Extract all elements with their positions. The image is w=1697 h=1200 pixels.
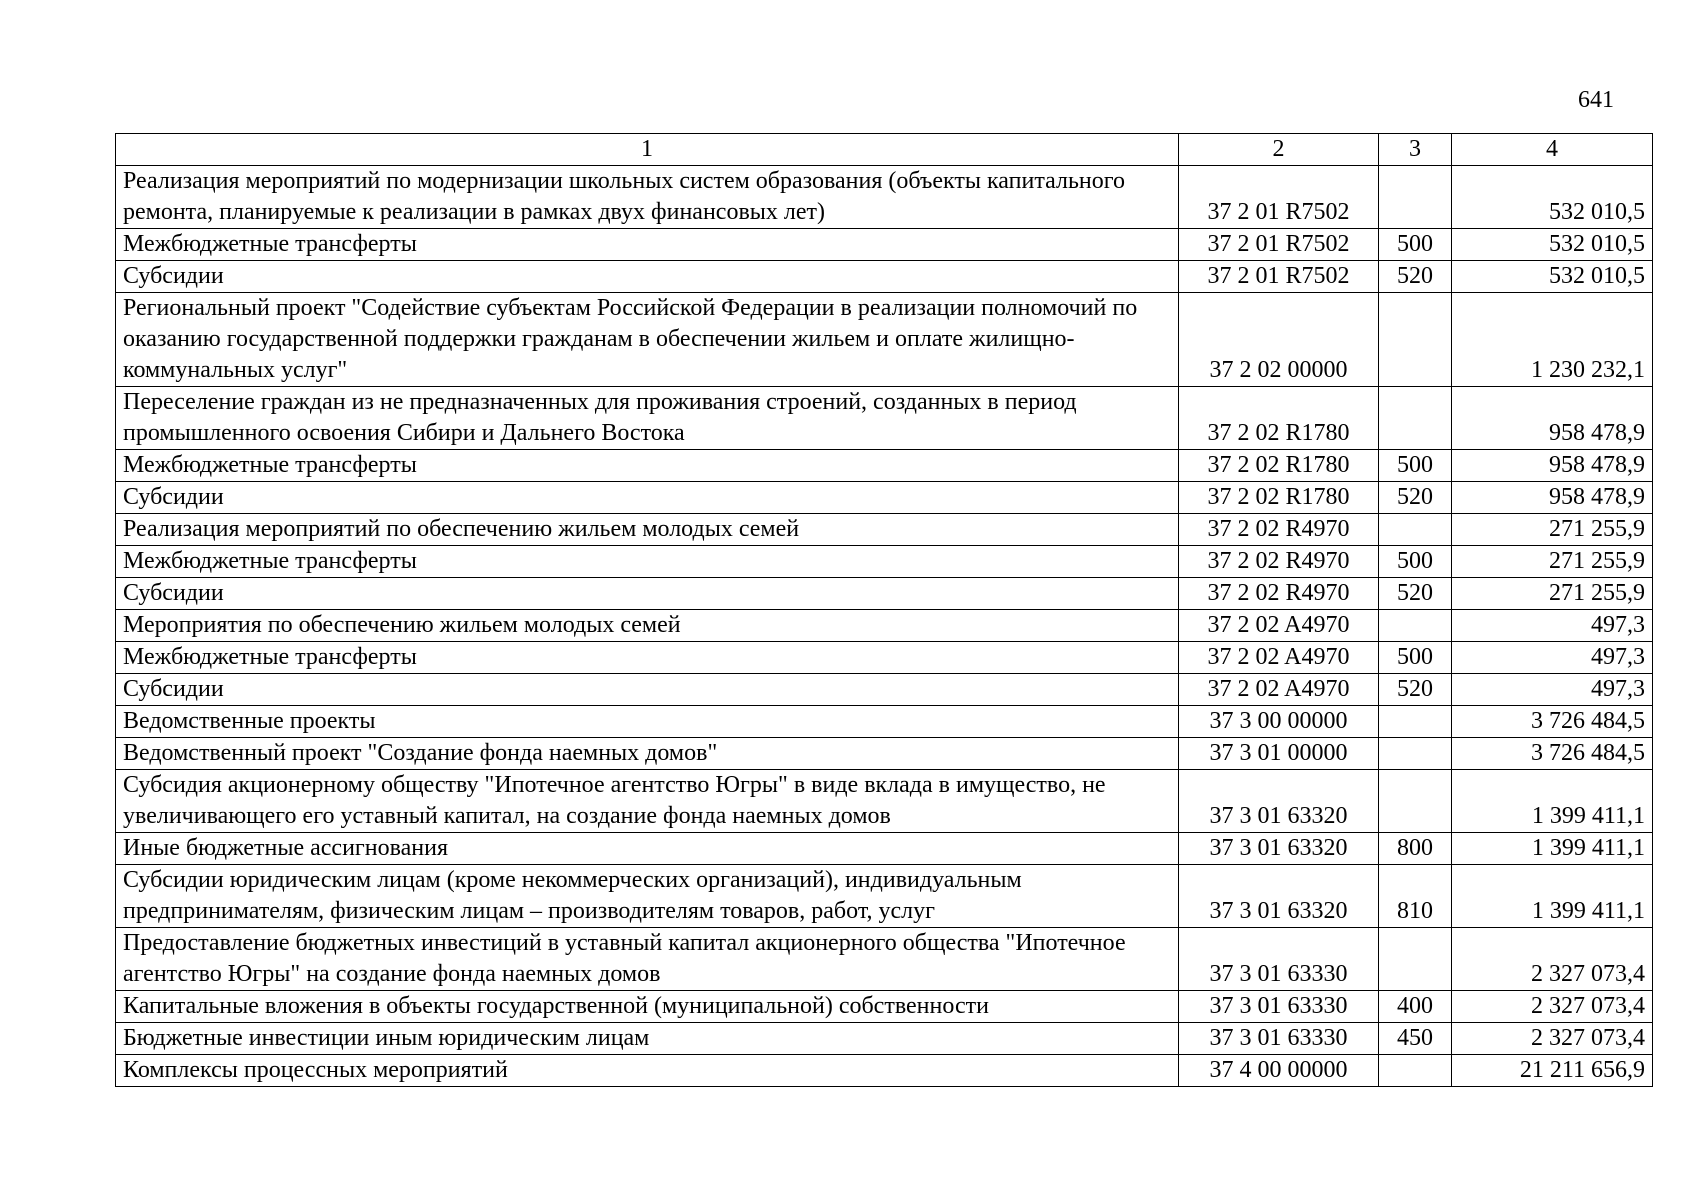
cell-type: 520	[1379, 482, 1452, 514]
cell-type	[1379, 770, 1452, 833]
table-body	[116, 166, 1653, 1087]
header-cell-code: 2	[1179, 134, 1379, 166]
cell-code: 37 3 01 63320	[1179, 770, 1379, 833]
table-row	[116, 770, 1653, 833]
cell-sum: 532 010,5	[1452, 166, 1653, 229]
table-row	[116, 642, 1653, 674]
cell-name: Ведомственные проекты	[116, 706, 1179, 738]
cell-name: Переселение граждан из не предназначенных для проживания строений, созданных в период промышленного освоения Сибири и Дальнего Востока	[116, 387, 1179, 450]
header-cell-type: 3	[1379, 134, 1452, 166]
cell-sum: 3 726 484,5	[1452, 706, 1653, 738]
cell-type: 400	[1379, 991, 1452, 1023]
table-row	[116, 546, 1653, 578]
cell-code: 37 3 00 00000	[1179, 706, 1379, 738]
cell-name: Субсидия акционерному обществу "Ипотечное агентство Югры" в виде вклада в имущество, не увеличивающего его уставный капитал, на создание фонда наемных домов	[116, 770, 1179, 833]
cell-sum: 532 010,5	[1452, 229, 1653, 261]
cell-sum: 958 478,9	[1452, 387, 1653, 450]
cell-name: Региональный проект "Содействие субъектам Российской Федерации в реализации полномочий по оказанию государственной поддержки гражданам в обеспечении жильем и оплате жилищно-коммунальных услуг"	[116, 293, 1179, 387]
cell-sum: 271 255,9	[1452, 578, 1653, 610]
table-row	[116, 928, 1653, 991]
table-row	[116, 610, 1653, 642]
cell-name: Ведомственный проект "Создание фонда наемных домов"	[116, 738, 1179, 770]
cell-code: 37 2 02 R4970	[1179, 578, 1379, 610]
cell-code: 37 2 02 R1780	[1179, 387, 1379, 450]
cell-sum: 1 399 411,1	[1452, 770, 1653, 833]
cell-code: 37 3 01 63330	[1179, 928, 1379, 991]
cell-sum: 497,3	[1452, 642, 1653, 674]
header-row	[116, 134, 1653, 166]
cell-name: Субсидии	[116, 261, 1179, 293]
cell-code: 37 2 02 A4970	[1179, 610, 1379, 642]
cell-name: Капитальные вложения в объекты государственной (муниципальной) собственности	[116, 991, 1179, 1023]
cell-sum: 532 010,5	[1452, 261, 1653, 293]
cell-type: 500	[1379, 450, 1452, 482]
cell-sum: 1 230 232,1	[1452, 293, 1653, 387]
cell-type	[1379, 387, 1452, 450]
cell-name: Субсидии юридическим лицам (кроме некоммерческих организаций), индивидуальным предпринимателям, физическим лицам – производителям товаров, работ, услуг	[116, 865, 1179, 928]
cell-type	[1379, 928, 1452, 991]
cell-type	[1379, 1055, 1452, 1087]
cell-code: 37 2 02 R4970	[1179, 514, 1379, 546]
cell-code: 37 3 01 63320	[1179, 865, 1379, 928]
cell-code: 37 2 02 A4970	[1179, 674, 1379, 706]
cell-name: Реализация мероприятий по модернизации школьных систем образования (объекты капитального ремонта, планируемые к реализации в рамках двух финансовых лет)	[116, 166, 1179, 229]
cell-code: 37 3 01 63330	[1179, 1023, 1379, 1055]
budget-table	[115, 133, 1653, 1087]
page-number: 641	[1578, 87, 1614, 113]
cell-type	[1379, 293, 1452, 387]
header-cell-sum: 4	[1452, 134, 1653, 166]
table-row	[116, 991, 1653, 1023]
cell-sum: 271 255,9	[1452, 514, 1653, 546]
cell-type: 450	[1379, 1023, 1452, 1055]
cell-code: 37 4 00 00000	[1179, 1055, 1379, 1087]
table-row	[116, 450, 1653, 482]
cell-sum: 958 478,9	[1452, 482, 1653, 514]
cell-type: 520	[1379, 578, 1452, 610]
table-row	[116, 514, 1653, 546]
table-row	[116, 674, 1653, 706]
cell-sum: 2 327 073,4	[1452, 1023, 1653, 1055]
cell-name: Предоставление бюджетных инвестиций в уставный капитал акционерного общества "Ипотечное агентство Югры" на создание фонда наемных домов	[116, 928, 1179, 991]
cell-type: 810	[1379, 865, 1452, 928]
cell-type: 500	[1379, 546, 1452, 578]
cell-name: Мероприятия по обеспечению жильем молодых семей	[116, 610, 1179, 642]
cell-name: Межбюджетные трансферты	[116, 546, 1179, 578]
cell-type	[1379, 706, 1452, 738]
table-row	[116, 1055, 1653, 1087]
table-row	[116, 261, 1653, 293]
cell-name: Межбюджетные трансферты	[116, 450, 1179, 482]
cell-name: Реализация мероприятий по обеспечению жильем молодых семей	[116, 514, 1179, 546]
cell-code: 37 2 02 R1780	[1179, 482, 1379, 514]
cell-name: Субсидии	[116, 674, 1179, 706]
cell-code: 37 3 01 00000	[1179, 738, 1379, 770]
table-row	[116, 482, 1653, 514]
cell-sum: 958 478,9	[1452, 450, 1653, 482]
cell-name: Субсидии	[116, 578, 1179, 610]
cell-name: Комплексы процессных мероприятий	[116, 1055, 1179, 1087]
table-row	[116, 387, 1653, 450]
cell-sum: 1 399 411,1	[1452, 865, 1653, 928]
cell-type: 520	[1379, 261, 1452, 293]
cell-code: 37 2 02 R1780	[1179, 450, 1379, 482]
cell-type: 500	[1379, 229, 1452, 261]
table-row	[116, 578, 1653, 610]
cell-sum: 1 399 411,1	[1452, 833, 1653, 865]
cell-code: 37 3 01 63330	[1179, 991, 1379, 1023]
table-row	[116, 1023, 1653, 1055]
cell-name: Бюджетные инвестиции иным юридическим лицам	[116, 1023, 1179, 1055]
cell-code: 37 2 01 R7502	[1179, 229, 1379, 261]
header-cell-name: 1	[116, 134, 1179, 166]
cell-code: 37 2 02 00000	[1179, 293, 1379, 387]
cell-type	[1379, 166, 1452, 229]
cell-type	[1379, 514, 1452, 546]
table-row	[116, 865, 1653, 928]
cell-code: 37 3 01 63320	[1179, 833, 1379, 865]
table-row	[116, 229, 1653, 261]
cell-sum: 21 211 656,9	[1452, 1055, 1653, 1087]
cell-code: 37 2 01 R7502	[1179, 166, 1379, 229]
cell-name: Межбюджетные трансферты	[116, 642, 1179, 674]
cell-type	[1379, 738, 1452, 770]
cell-code: 37 2 02 A4970	[1179, 642, 1379, 674]
table-row	[116, 166, 1653, 229]
cell-sum: 2 327 073,4	[1452, 991, 1653, 1023]
cell-code: 37 2 02 R4970	[1179, 546, 1379, 578]
cell-type: 500	[1379, 642, 1452, 674]
cell-sum: 3 726 484,5	[1452, 738, 1653, 770]
table-row	[116, 738, 1653, 770]
cell-sum: 271 255,9	[1452, 546, 1653, 578]
table-row	[116, 293, 1653, 387]
cell-sum: 497,3	[1452, 610, 1653, 642]
table-row	[116, 706, 1653, 738]
table-row	[116, 833, 1653, 865]
cell-type: 800	[1379, 833, 1452, 865]
cell-name: Межбюджетные трансферты	[116, 229, 1179, 261]
cell-type	[1379, 610, 1452, 642]
cell-sum: 2 327 073,4	[1452, 928, 1653, 991]
cell-type: 520	[1379, 674, 1452, 706]
cell-name: Иные бюджетные ассигнования	[116, 833, 1179, 865]
cell-code: 37 2 01 R7502	[1179, 261, 1379, 293]
cell-name: Субсидии	[116, 482, 1179, 514]
cell-sum: 497,3	[1452, 674, 1653, 706]
